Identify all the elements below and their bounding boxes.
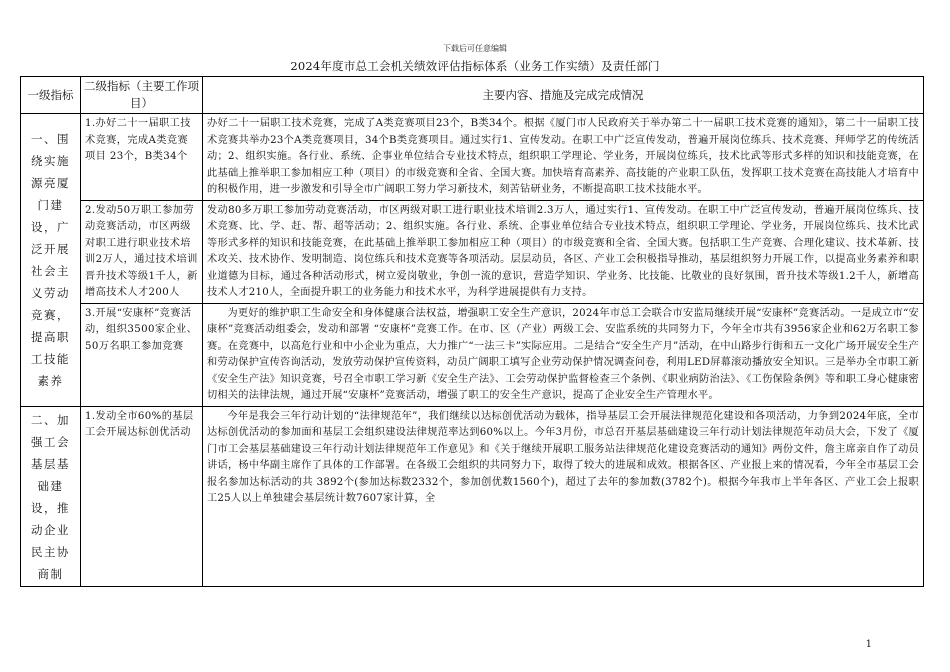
page-number: 1 [865,639,872,650]
indicator-table [20,76,924,587]
table-header-row [21,77,924,114]
content-text: 发动80多万职工参加劳动竞赛活动，市区两级对职工进行职业技术培训2.3万人，通过实行1、宣传发动。在职工中广泛宣传发动，普遍开展岗位练兵、技术竞赛、比、学、赶、帮、超等活动；2、组织实施。各行业、系统、企事业单位结合专业技术特点，组织职工学理论、学业务，开展岗位练兵、技术比武等形式多样的知识和技能竞赛，在此基础上推举职工参加相应工种（项目）的市级竞赛和全省、全国大赛。包括职工生产竞赛、合理化建议、技术革新、技术攻关、技术协作、发明制造、岗位练兵和技术竞赛等各项活动。层层动员，各区、产业工会积极指导推动，基层组织努力开展工作，以提高业务素养和职业道德为目标，通过各种活动形式，树立爱岗敬业，争创一流的意识，营造学知识、学业务、比技能、比敬业的良好氛围，晋升技术等级1.2千人，新增高技术人才210人，全面提升职工的业务能力和技术水平，为科学进展提供有力支持。 [207,204,919,298]
level1-indicator-cell: 一、围绕实施源亮厦门建设，广泛开展社会主义劳动竞赛，提高职工技能素养 [21,114,81,407]
content-cell [203,114,924,201]
level2-indicator-cell: 3.开展“安康杯”竞赛活动，组织3500家企业、50万名职工参加竞赛 [81,303,203,406]
page-title: 2024年度市总工会机关绩效评估指标体系（业务工作实绩）及责任部门 [290,59,660,73]
download-note: 下载后可任意编辑 [443,44,507,53]
header-content: 主要内容、措施及完成完成情况 [203,77,924,114]
header-level2: 二级指标（主要工作项目） [81,77,203,114]
table-row [21,200,924,303]
level1-indicator-cell: 二、加强工会基层基础建设，推动企业民主协商制 [21,406,81,586]
level2-indicator-cell: 2.发动50万职工参加劳动竞赛活动，市区两级对职工进行职业技术培训2万人，通过技术培训晋升技术等级1千人，新增高技术人才200人 [81,200,203,303]
content-cell [203,406,924,586]
content-text: 为更好的维护职工生命安全和身体健康合法权益，增强职工安全生产意识，2024年市总工会联合市安监局继续开展“安康杯”竞赛活动。一是成立市“安康杯”竞赛活动组委会，发动和部署 “安康杯”竞赛工作。在市、区（产业）两级工会、安监系统的共同努力下，今年全市共有3956家企业和62万名职工参赛。在竞赛中，以高危行业和中小企业为重点，大力推广“一法三卡”实际应用。二是结合“安全生产月”活动，在中山路步行街和五一文化广场开展安全生产和劳动保护宣传咨询活动，发放劳动保护宣传资料，动员广阔职工填写企业劳动保护情况调查问卷，利用LED屏幕滚动播放安全知识。三是举办全市职工新《安全生产法》知识竞赛，号召全市职工学习新《安全生产法》、工会劳动保护监督检查三个条例、《职业病防治法》、《工伤保险条例》等和职工身心健康密切相关的法律法规，通过开展“安康杯”竞赛活动，增强了职工的安全生产意识，提高了企业安全生产管理水平。 [207,307,919,401]
level2-indicator-cell: 1.办好二十一届职工技术竞赛，完成A类竞赛项目 23个，B类34个 [81,114,203,201]
content-cell [203,303,924,406]
header-level1: 一级指标 [21,77,81,114]
table-row [21,406,924,586]
level2-indicator-cell: 1.发动全市60%的基层工会开展达标创优活动 [81,406,203,586]
content-cell [203,200,924,303]
table-row [21,303,924,406]
table-row [21,114,924,201]
content-text: 今年是我会三年行动计划的“法律规范年”，我们继续以达标创优活动为载体，指导基层工会开展法律规范化建设和各项活动，力争到2024年底，全市达标创优活动的参加面和基层工会组织建设法律规范率达到60%以上。今年3月份，市总召开基层基础建设三年行动计划法律规范年动员大会，下发了《厦门市工会基层基础建设三年行动计划法律规范年工作意见》和《关于继续开展职工服务站法律规范化建设竞赛活动的通知》两份文件，詹主席亲自作了动员讲话，杨中华副主席作了具体的工作部署。在各级工会组织的共同努力下，取得了较大的进展和成效。根据各区、产业报上来的情况看，今年全市基层工会报名参加达标活动的共 3892个(参加达标数2332个，参加创优数1560个)，超过了去年的参加数(3782个)。根据今年我市上半年各区、产业工会上报职工25人以上单独建会基层统计数7607家计算，全 [207,410,919,504]
content-text: 办好二十一届职工技术竞赛，完成了A类竞赛项目23个，B类34个。根据《厦门市人民政府关于举办第二十一届职工技术竞赛的通知》，第二十一届职工技术竞赛共举办23个A类竞赛项目，34个B类竞赛项目。通过实行1、宣传发动。在职工中广泛宣传发动，普遍开展岗位练兵、技术竞赛、拜师学艺的传统活动；2、组织实施。各行业、系统、企事业单位结合专业技术特点，组织职工学理论、学业务，开展岗位练兵，技术比武等形式多样的知识和技能竞赛，在此基础上推举职工参加相应工种（项目）的市级竞赛和全省、全国大赛。加快培育高素养、高技能的产业职工队伍，发挥职工技术竞赛在高技能人才培育中的积极作用，进一步激发和引导全市广阔职工努力学习新技术，刻苦钻研业务，不断提高职工技术技能水平。 [207,118,919,195]
